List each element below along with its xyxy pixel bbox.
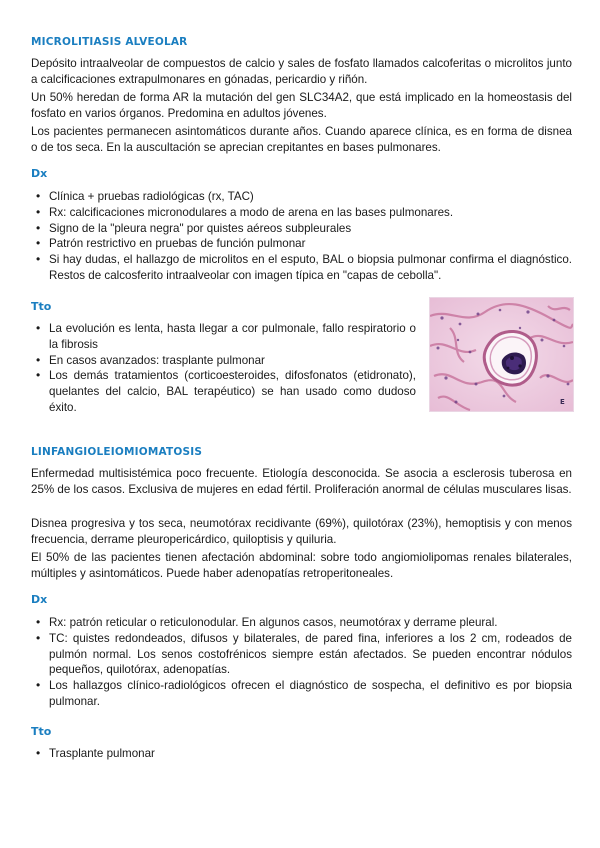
paragraph: Un 50% heredan de forma AR la mutación del gen SLC34A2, que está implicado en la homeostasis del fosfato en varios órganos. Predomina en adultos jóvenes.: [31, 91, 572, 120]
tto-heading: Tto: [31, 300, 52, 313]
dx-heading: Dx: [31, 167, 48, 180]
dx-list: [31, 615, 572, 710]
dx-heading: Dx: [31, 593, 48, 606]
list-item: • Los demás tratamientos (corticoesteroides, difosfonatos (etidronato), quelantes del calcio, BAL terapéutico) se han usado como dudoso éxito.: [31, 368, 416, 415]
section-title-linfangioleiomiomatosis: LINFANGIOLEIOMIOMATOSIS: [31, 446, 203, 458]
list-item: • TC: quistes redondeados, difusos y bilaterales, de pared fina, inferiores a los 2 cm, rodeados de pulmón normal. Los senos costofrénicos siempre están afectados. Se pueden encontrar nódulos pequeños, quilotórax, adenopatías.: [31, 631, 572, 678]
list-item: • Si hay dudas, el hallazgo de microlitos en el esputo, BAL o biopsia pulmonar confirma el diagnóstico. Restos de calcosferito intraalveolar con imagen típica en "capas de cebolla".: [31, 252, 572, 284]
paragraph: Enfermedad multisistémica poco frecuente. Etiología desconocida. Se asocia a esclerosis tuberosa en 25% de los casos. Exclusiva de mujeres en edad fértil. Proliferación anormal de células musculares lisas.: [31, 467, 572, 496]
dx-list: [31, 189, 572, 284]
paragraph: Los pacientes permanecen asintomáticos durante años. Cuando aparece clínica, es en forma de disnea o de tos seca. En la auscultación se aprecian crepitantes en bases pulmonares.: [31, 125, 572, 154]
paragraph: El 50% de las pacientes tienen afectación abdominal: sobre todo angiomiolipomas renales bilaterales, múltiples y asintomáticos. Puede haber adenopatías retroperitoneales.: [31, 551, 572, 580]
histology-image: [429, 297, 574, 412]
list-item: • Clínica + pruebas radiológicas (rx, TAC): [31, 189, 572, 205]
paragraph: Disnea progresiva y tos seca, neumotórax recidivante (69%), quilotórax (23%), hemoptisis y con menos frecuencia, derrame pleuropericárdico, quiloptisis y quiluria.: [31, 517, 572, 546]
tto-list: [31, 746, 572, 762]
tto-heading: Tto: [31, 725, 52, 738]
list-item: • La evolución es lenta, hasta llegar a cor pulmonale, fallo respiratorio o la fibrosis: [31, 321, 416, 353]
list-item: • En casos avanzados: trasplante pulmonar: [31, 353, 416, 369]
list-item: • Signo de la "pleura negra" por quistes aéreos subpleurales: [31, 221, 572, 237]
paragraph: Depósito intraalveolar de compuestos de calcio y sales de fosfato llamados calcoferitas o microlitos junto a calcificaciones extrapulmonares en gónadas, pericardio y riñón.: [31, 57, 572, 86]
list-item: • Rx: patrón reticular o reticulonodular. En algunos casos, neumotórax y derrame pleural.: [31, 615, 572, 631]
list-item: • Los hallazgos clínico-radiológicos ofrecen el diagnóstico de sospecha, el definitivo es por biopsia pulmonar.: [31, 678, 572, 710]
list-item: • Rx: calcificaciones micronodulares a modo de arena en las bases pulmonares.: [31, 205, 572, 221]
section-title-microlitiasis: MICROLITIASIS ALVEOLAR: [31, 36, 188, 48]
tto-list: [31, 321, 416, 416]
image-letter: E: [560, 398, 565, 406]
list-item: • Patrón restrictivo en pruebas de función pulmonar: [31, 236, 572, 252]
list-item: • Trasplante pulmonar: [31, 746, 572, 762]
